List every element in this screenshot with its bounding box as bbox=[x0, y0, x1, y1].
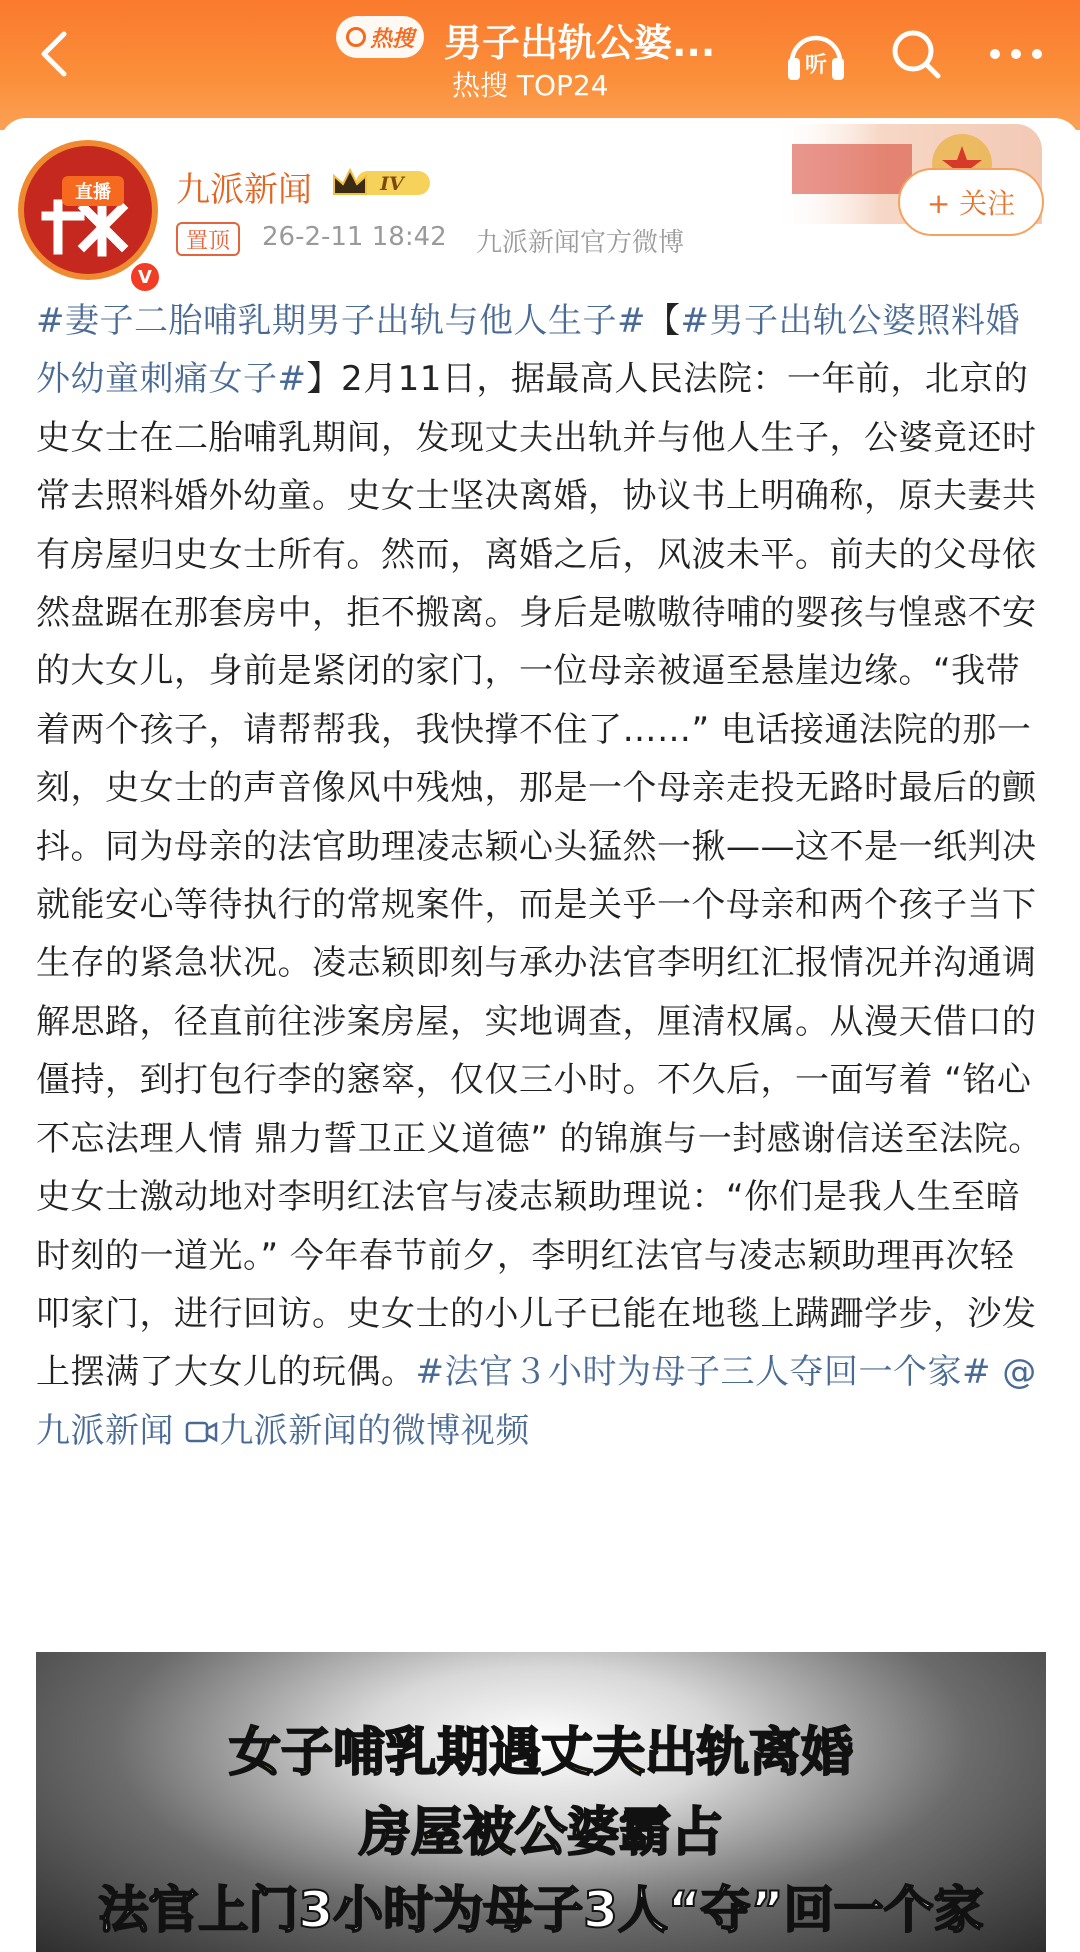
post-source: 九派新闻官方微博 bbox=[476, 228, 685, 258]
video-link-label: 九派新闻的微博视频 bbox=[219, 1410, 530, 1451]
bracket: 【 bbox=[645, 301, 681, 341]
hot-search-badge bbox=[336, 16, 424, 58]
page-subtitle: 热搜 TOP24 bbox=[452, 69, 609, 102]
search-button[interactable] bbox=[880, 18, 952, 90]
title-area[interactable] bbox=[300, 6, 800, 106]
video-thumbnail[interactable] bbox=[36, 1652, 1046, 1952]
video-caption-line1: 女子哺乳期遇丈夫出轨离婚 bbox=[228, 1723, 853, 1783]
video-icon bbox=[185, 1419, 219, 1445]
hot-badge-label: 热搜 bbox=[369, 26, 414, 52]
verified-badge: V bbox=[128, 260, 162, 294]
post-time: 26-2-11 18:42 bbox=[262, 222, 447, 252]
back-button[interactable] bbox=[22, 22, 86, 86]
author-avatar[interactable] bbox=[18, 140, 158, 288]
video-link[interactable] bbox=[185, 1411, 530, 1451]
back-arrow-icon bbox=[34, 28, 74, 80]
headphones-icon bbox=[784, 24, 848, 84]
search-icon bbox=[888, 26, 944, 82]
more-button[interactable] bbox=[980, 18, 1052, 90]
topic-link[interactable]: #妻子二胎哺乳期男子出轨与他人生子# bbox=[36, 301, 646, 341]
topic-link[interactable]: #男子出轨公婆照料婚外幼童刺痛女子# bbox=[36, 301, 1020, 400]
follow-button[interactable]: + 关注 bbox=[898, 168, 1044, 236]
search-icon bbox=[346, 27, 366, 47]
video-caption-line3: 法官上门3小时为母子3人“夺”回一个家 bbox=[98, 1881, 984, 1939]
topic-link[interactable]: #法官３小时为母子三人夺回一个家# bbox=[415, 1352, 991, 1393]
avatar-logo bbox=[24, 146, 152, 274]
top-bar bbox=[0, 0, 1080, 130]
mention-link[interactable]: @九派新闻 bbox=[36, 1352, 1037, 1451]
video-caption-line2: 房屋被公婆霸占 bbox=[358, 1803, 723, 1863]
listen-button[interactable] bbox=[780, 18, 852, 90]
more-icon bbox=[988, 47, 1044, 61]
pinned-tag: 置顶 bbox=[176, 222, 240, 256]
svg-text:IV: IV bbox=[380, 173, 404, 195]
author-name[interactable]: 九派新闻 bbox=[176, 170, 312, 210]
live-tag: 直播 bbox=[62, 176, 124, 206]
svg-text:听: 听 bbox=[804, 53, 828, 78]
post-text bbox=[36, 292, 1046, 1460]
post-body-text: 】2月11日，据最高人民法院：一年前，北京的史女士在二胎哺乳期间，发现丈夫出轨并与他人生子，公婆竟还时常去照料婚外幼童。史女士坚决离婚，协议书上明确称，原夫妻共有房屋归史女士所有。然而，离婚之后，风波未平。前夫的父母依然盘踞在那套房中，拒不搬离。身后是嗷嗷待哺的婴孩与惶惑不安的大女儿，身前是紧闭的家门，一位母亲被逼至悬崖边缘。“我带着两个孩子，请帮帮我，我快撑不住了……” 电话接通法院的那一刻，史女士的声音像风中残烛，那是一个母亲走投无路时最后的颤抖。同为母亲的法官助理凌志颖心头猛然一揪——这不是一纸判决就能安心等待执行的常规案件，而是关乎一个母亲和两个孩子当下生存的紧急状况。凌志颖即刻与承办法官李明红汇报情况并沟通调解思路，径直前往涉案房屋，实地调查，厘清权属。从漫天借口的僵持，到打包行李的窸窣，仅仅三小时。不久后，一面写着 “铭心不忘法理人情 鼎力誓卫正义道德” 的锦旗与一封感谢信送至法院。史女士激动地对李明红法官与凌志颖助理说：“你们是我人生至暗时刻的一道光。” 今年春节前夕，李明红法官与凌志颖助理再次轻叩家门，进行回访。史女士的小儿子已能在地毯上蹒跚学步，沙发上摆满了大女儿的玩偶。 bbox=[36, 359, 1043, 1393]
page-title: 男子出轨公婆... bbox=[444, 21, 716, 65]
level-badge[interactable] bbox=[330, 164, 434, 202]
